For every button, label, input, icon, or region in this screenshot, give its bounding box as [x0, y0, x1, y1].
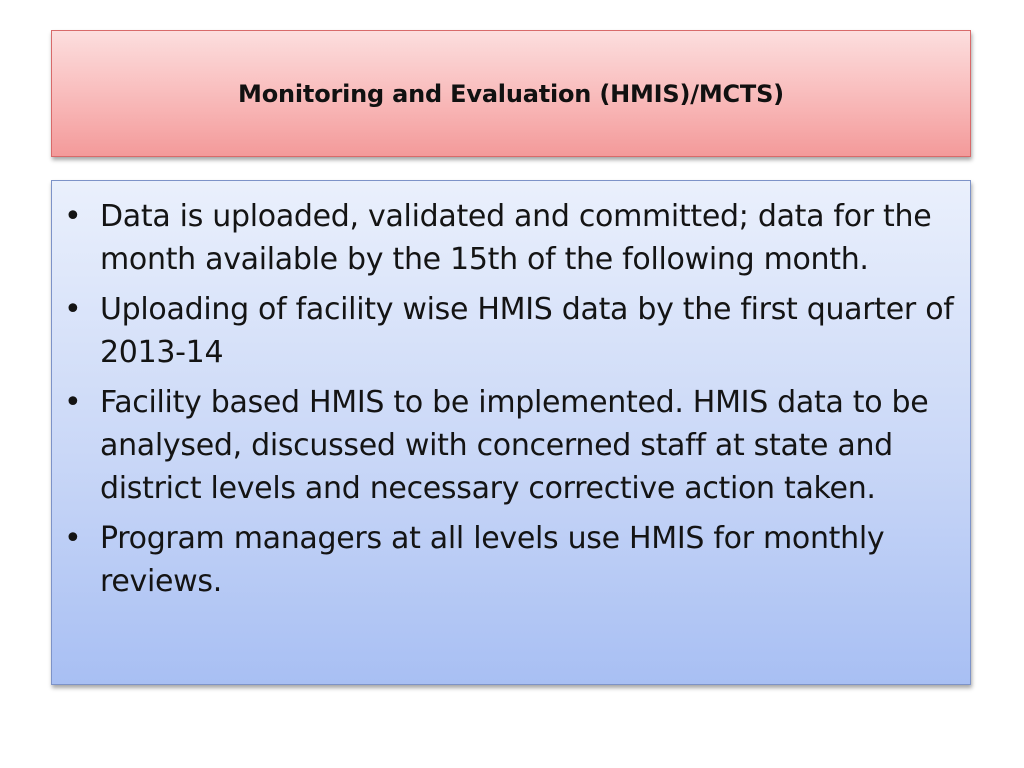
bullet-item-1 [52, 195, 958, 281]
title-box [51, 30, 971, 157]
bullet-icon: • [64, 292, 82, 327]
bullet-item-2 [52, 288, 958, 374]
bullet-text: Program managers at all levels use HMIS for monthly reviews. [100, 521, 885, 599]
bullet-item-4 [52, 517, 958, 603]
bullet-icon: • [64, 199, 82, 234]
bullet-text: Data is uploaded, validated and committed; data for the month available by the 15th of the following month. [100, 199, 932, 277]
slide-title: Monitoring and Evaluation (HMIS)/MCTS) [238, 79, 784, 108]
content-box [51, 180, 971, 685]
bullet-icon: • [64, 385, 82, 420]
bullet-item-3 [52, 381, 958, 510]
bullet-text: Facility based HMIS to be implemented. HMIS data to be analysed, discussed with concerned staff at state and district levels and necessary corrective action taken. [100, 385, 929, 506]
bullet-list [52, 195, 958, 603]
bullet-text: Uploading of facility wise HMIS data by the first quarter of 2013-14 [100, 292, 954, 370]
bullet-icon: • [64, 521, 82, 556]
